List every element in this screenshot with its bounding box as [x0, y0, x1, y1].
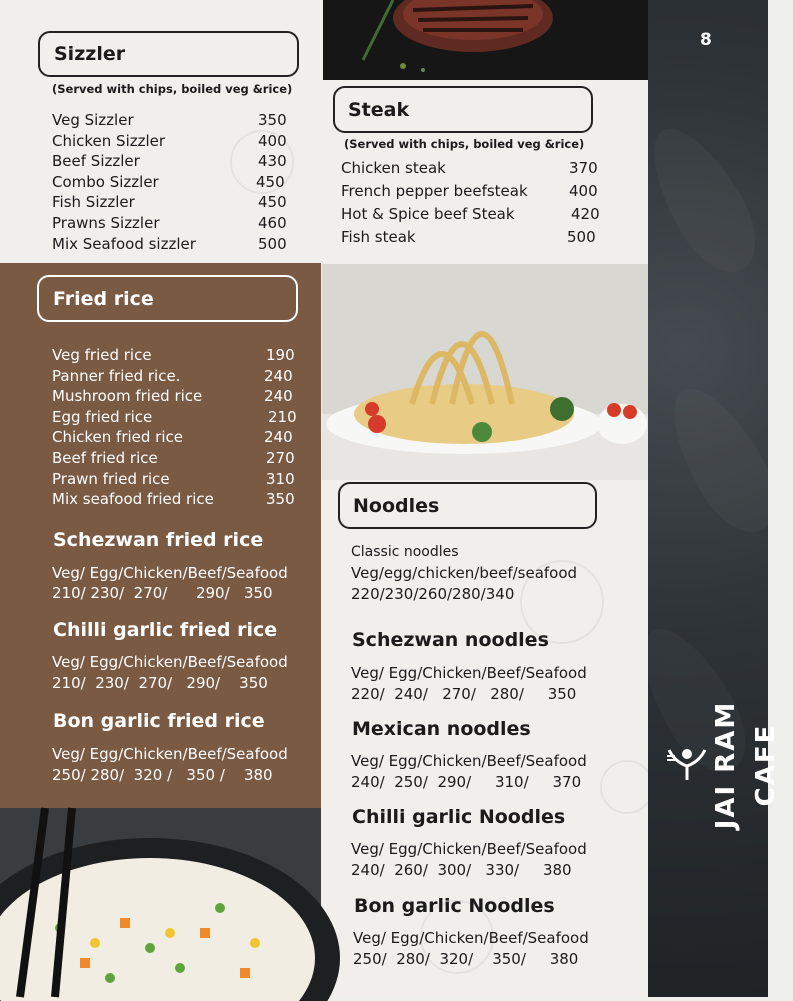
schezwan-noodles-heading: Schezwan noodles — [352, 629, 549, 651]
fried-rice-item-price: 310 — [266, 470, 295, 488]
fried-rice-photo — [0, 808, 321, 997]
schezwan-noodles-options: Veg/ Egg/Chicken/Beef/Seafood — [351, 664, 587, 682]
steak-item-name: French pepper beefsteak — [341, 182, 528, 200]
fried-rice-item-price: 240 — [264, 387, 293, 405]
fried-rice-item-name: Mix seafood fried rice — [52, 490, 214, 508]
chilli-garlic-noodles-prices: 240/ 260/ 300/ 330/ 380 — [351, 861, 572, 879]
steak-heading: Steak — [348, 99, 410, 121]
sizzler-heading: Sizzler — [54, 43, 126, 65]
sizzler-item-price: 350 — [258, 111, 287, 129]
bon-garlic-noodles-heading: Bon garlic Noodles — [354, 895, 555, 917]
schezwan-fried-rice-prices: 210/ 230/ 270/ 290/ 350 — [52, 584, 273, 602]
sizzler-heading-box — [38, 31, 299, 77]
page-number: 8 — [700, 30, 712, 50]
chilli-garlic-noodles-heading: Chilli garlic Noodles — [352, 806, 566, 828]
sizzler-item-name: Fish Sizzler — [52, 193, 135, 211]
chilli-garlic-fried-rice-options: Veg/ Egg/Chicken/Beef/Seafood — [52, 653, 288, 671]
steak-item-price: 400 — [569, 182, 598, 200]
sizzler-item-price: 400 — [258, 132, 287, 150]
mexican-noodles-options: Veg/ Egg/Chicken/Beef/Seafood — [351, 752, 587, 770]
fried-rice-item-price: 270 — [266, 449, 295, 467]
steak-item-price: 420 — [571, 205, 600, 223]
steak-item-name: Chicken steak — [341, 159, 446, 177]
fried-rice-item-price: 210 — [268, 408, 297, 426]
steak-item-price: 500 — [567, 228, 596, 246]
sizzler-item-name: Combo Sizzler — [52, 173, 159, 191]
fried-rice-item-name: Egg fried rice — [52, 408, 153, 426]
fried-rice-item-name: Chicken fried rice — [52, 428, 183, 446]
bon-garlic-fried-rice-heading: Bon garlic fried rice — [53, 710, 265, 732]
mexican-noodles-prices: 240/ 250/ 290/ 310/ 370 — [351, 773, 582, 791]
schezwan-noodles-prices: 220/ 240/ 270/ 280/ 350 — [351, 685, 577, 703]
bon-garlic-fried-rice-options: Veg/ Egg/Chicken/Beef/Seafood — [52, 745, 288, 763]
fried-rice-item-price: 240 — [264, 428, 293, 446]
fried-rice-item-name: Beef fried rice — [52, 449, 158, 467]
sizzler-item-name: Veg Sizzler — [52, 111, 134, 129]
sizzler-item-name: Mix Seafood sizzler — [52, 235, 196, 253]
fried-rice-item-name: Panner fried rice. — [52, 367, 181, 385]
steak-note: (Served with chips, boiled veg &rice) — [344, 137, 585, 151]
fried-rice-heading-box — [37, 275, 298, 322]
bon-garlic-noodles-options: Veg/ Egg/Chicken/Beef/Seafood — [353, 929, 589, 947]
sizzler-note: (Served with chips, boiled veg &rice) — [52, 82, 293, 96]
steak-item-name: Fish steak — [341, 228, 416, 246]
chilli-garlic-fried-rice-heading: Chilli garlic fried rice — [53, 619, 278, 641]
steak-photo — [323, 0, 648, 80]
classic-noodles-options: Veg/egg/chicken/beef/seafood — [351, 564, 578, 582]
chilli-garlic-fried-rice-prices: 210/ 230/ 270/ 290/ 350 — [52, 674, 268, 692]
fried-rice-item-price: 190 — [266, 346, 295, 364]
classic-noodles-heading: Classic noodles — [351, 544, 459, 560]
sizzler-item-price: 450 — [256, 173, 285, 191]
noodles-photo — [322, 264, 648, 480]
schezwan-fried-rice-heading: Schezwan fried rice — [53, 529, 264, 551]
sizzler-item-name: Beef Sizzler — [52, 152, 140, 170]
sizzler-item-price: 500 — [258, 235, 287, 253]
fried-rice-item-name: Prawn fried rice — [52, 470, 170, 488]
fried-rice-item-name: Veg fried rice — [52, 346, 152, 364]
steak-heading-box — [333, 86, 593, 133]
bon-garlic-noodles-prices: 250/ 280/ 320/ 350/ 380 — [353, 950, 579, 968]
bon-garlic-fried-rice-prices: 250/ 280/ 320 / 350 / 380 — [52, 766, 273, 784]
sizzler-item-price: 450 — [258, 193, 287, 211]
sizzler-item-price: 460 — [258, 214, 287, 232]
classic-noodles-prices: 220/230/260/280/340 — [351, 585, 515, 603]
steak-item-price: 370 — [569, 159, 598, 177]
schezwan-fried-rice-options: Veg/ Egg/Chicken/Beef/Seafood — [52, 564, 288, 582]
brand-name-vertical: JAI RAM CAFE — [711, 700, 781, 830]
fried-rice-heading: Fried rice — [53, 288, 154, 310]
noodles-heading: Noodles — [353, 495, 440, 517]
sizzler-item-price: 430 — [258, 152, 287, 170]
fried-rice-item-name: Mushroom fried rice — [52, 387, 203, 405]
fried-rice-item-price: 350 — [266, 490, 295, 508]
steak-item-name: Hot & Spice beef Steak — [341, 205, 515, 223]
noodles-heading-box — [338, 482, 597, 529]
mexican-noodles-heading: Mexican noodles — [352, 718, 531, 740]
sizzler-item-name: Chicken Sizzler — [52, 132, 166, 150]
chilli-garlic-noodles-options: Veg/ Egg/Chicken/Beef/Seafood — [351, 840, 587, 858]
fork-spoon-logo-icon — [665, 740, 709, 784]
fried-rice-item-price: 240 — [264, 367, 293, 385]
sizzler-item-name: Prawns Sizzler — [52, 214, 160, 232]
